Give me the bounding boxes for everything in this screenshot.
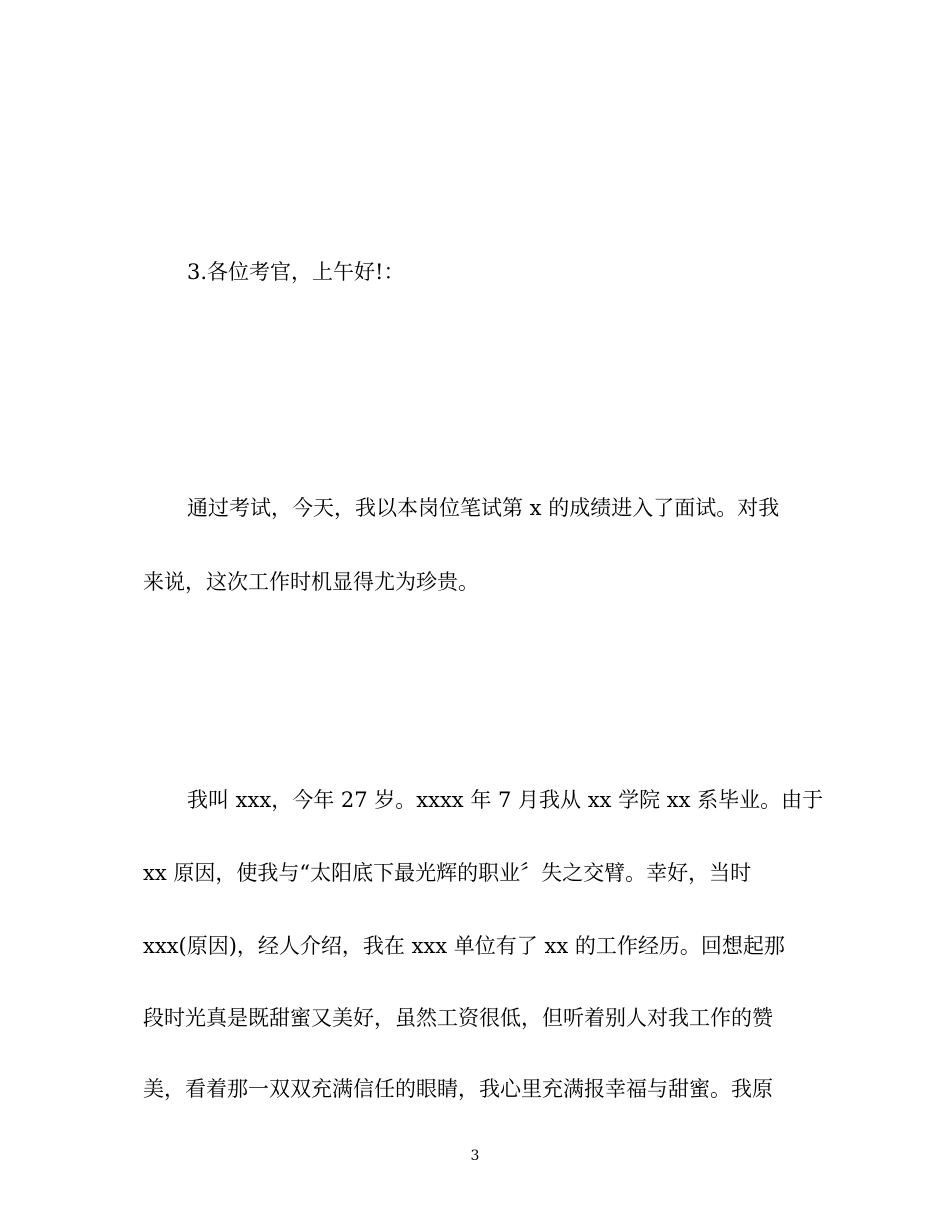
paragraph-2-line-2: xx 原因，使我与“太阳底下最光辉的职业〞失之交臂。幸好，当时 — [143, 861, 752, 885]
page-number: 3 — [470, 1148, 480, 1164]
paragraph-2-line-5: 美，看着那一双双充满信任的眼睛，我心里充满报幸福与甜蜜。我原 — [143, 1077, 773, 1101]
paragraph-1-line-2: 来说，这次工作时机显得尤为珍贵。 — [143, 570, 479, 594]
paragraph-2-line-3: xxx(原因)，经人介绍，我在 xxx 单位有了 xx 的工作经历。回想起那 — [143, 934, 785, 958]
paragraph-1-line-1: 通过考试，今天，我以本岗位笔试第 x 的成绩进入了面试。对我 — [187, 496, 780, 520]
section-heading: 3.各位考官，上午好!： — [187, 260, 405, 284]
paragraph-2-line-4: 段时光真是既甜蜜又美好，虽然工资很低，但听着别人对我工作的赞 — [143, 1006, 773, 1030]
paragraph-2-line-1: 我叫 xxx，今年 27 岁。xxxx 年 7 月我从 xx 学院 xx 系毕业。由于 — [187, 788, 824, 812]
